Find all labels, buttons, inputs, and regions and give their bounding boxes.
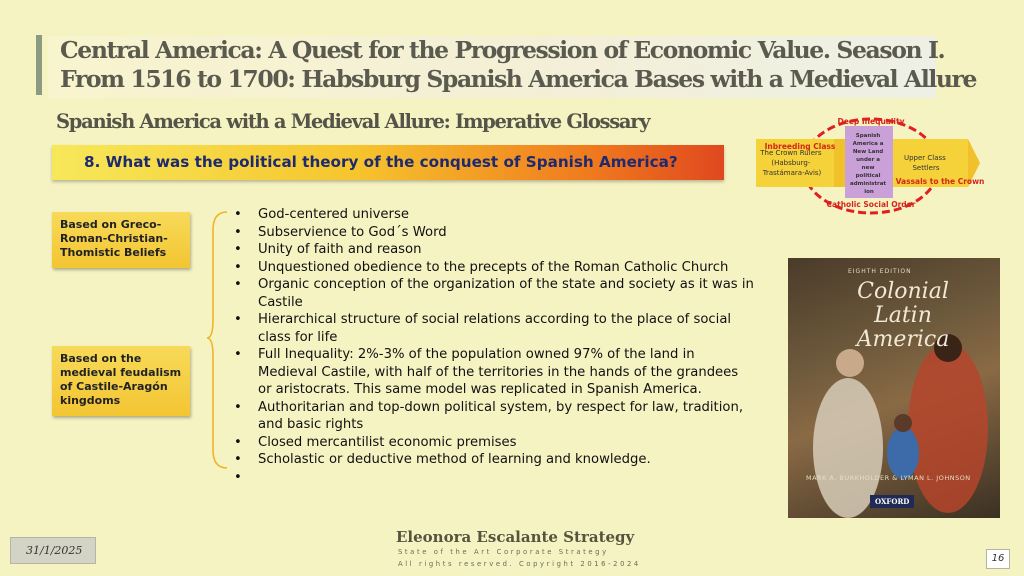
diagram-top-label: Deep Inequality <box>837 117 905 126</box>
side-box-greco-label: Based on Greco-Roman-Christian-Thomistic Beliefs <box>60 218 168 259</box>
side-box-greco <box>52 212 190 268</box>
bullet-item: • Unquestioned obedience to the precepts of the Roman Catholic Church <box>234 259 754 277</box>
diagram-bottom-label: Catholic Social Order <box>826 200 916 209</box>
question-text: 8. What was the political theory of the conquest of Spanish America? <box>84 153 678 171</box>
title-line-2: From 1516 to 1700: Habsburg Spanish America Bases with a Medieval Allure <box>60 65 977 93</box>
bullet-item: • Hierarchical structure of social relations according to the place of social class for life <box>234 311 754 346</box>
date-text: 31/1/2025 <box>26 544 83 557</box>
side-box-feudalism-label: Based on the medieval feudalism of Castile-Aragón kingdoms <box>60 352 182 407</box>
book-cover-image <box>788 258 1000 518</box>
footer-copyright: All rights reserved. Copyright 2016-2024 <box>398 560 641 568</box>
title-line-1: Central America: A Quest for the Progression of Economic Value. Season I. <box>60 36 945 64</box>
bullet-item: • God-centered universe <box>234 206 754 224</box>
book-edition: EIGHTH EDITION <box>848 268 912 275</box>
diagram-right-label: Vassals to the Crown <box>895 177 985 186</box>
bullet-item: • Closed mercantilist economic premises <box>234 434 754 452</box>
book-title-line2: Latin America <box>856 303 950 352</box>
diagram-left-box-text: The Crown Rulers (Habsburg- Trastámara-Avis) <box>760 149 822 177</box>
bullet-item: • Subservience to God´s Word <box>234 224 754 242</box>
title-accent-bar <box>36 35 42 95</box>
page-number: 16 <box>986 549 1010 569</box>
footer-tagline: State of the Art Corporate Strategy <box>398 548 609 556</box>
book-title <box>828 280 978 352</box>
diagram-center-text: Spanish America a New Land under a new political administrat ion <box>850 133 887 195</box>
book-title-line1: Colonial <box>857 279 949 304</box>
bullet-item: • Scholastic or deductive method of learning and knowledge. <box>234 451 754 469</box>
question-banner <box>52 145 724 180</box>
social-structure-diagram <box>750 114 1000 218</box>
bullet-item: • Authoritarian and top-down political system, by respect for law, tradition, and basic rights <box>234 399 754 434</box>
bullet-item <box>234 469 754 486</box>
subtitle: Spanish America with a Medieval Allure: Imperative Glossary <box>56 110 650 133</box>
book-authors: MARK A. BURKHOLDER & LYMAN L. JOHNSON <box>806 474 971 482</box>
bullet-item: • Organic conception of the organization of the state and society as it was in Castile <box>234 276 754 311</box>
side-box-feudalism <box>52 346 190 416</box>
diagram-right-box-text: Upper Class Settlers <box>903 154 946 172</box>
bullet-item: • Full Inequality: 2%-3% of the population owned 97% of the land in Medieval Castile, with half of the territories in the hands of the grandees or aristocrats. This same model was replicated in Spanish America. <box>234 346 754 399</box>
date-box <box>10 537 96 564</box>
diagram-left-label: Inbreeding Class <box>764 142 836 151</box>
book-publisher: OXFORD <box>870 495 914 508</box>
curly-brace <box>205 210 231 470</box>
bullet-item: • Unity of faith and reason <box>234 241 754 259</box>
bullet-list <box>234 206 754 486</box>
footer-company: Eleonora Escalante Strategy <box>396 528 635 546</box>
